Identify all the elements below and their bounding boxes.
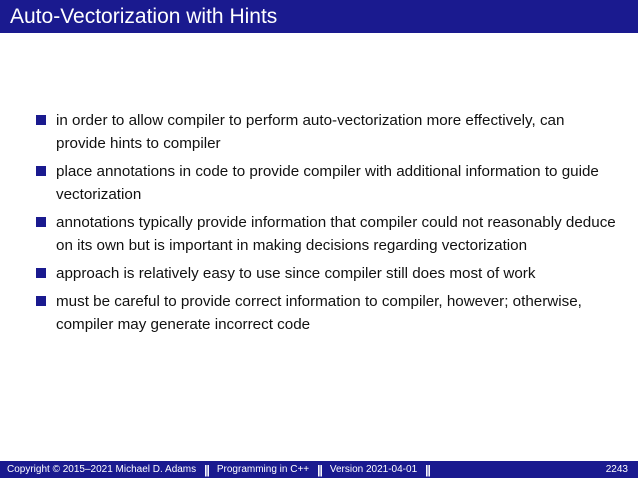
bullet-item bbox=[36, 160, 616, 206]
square-bullet-icon bbox=[36, 268, 46, 278]
footer-course: Programming in C++ bbox=[216, 464, 310, 475]
bullet-item bbox=[36, 109, 616, 155]
slide-content bbox=[36, 109, 616, 341]
slide-title: Auto-Vectorization with Hints bbox=[10, 5, 278, 28]
square-bullet-icon bbox=[36, 115, 46, 125]
bullet-item bbox=[36, 290, 616, 336]
slide-footer bbox=[0, 461, 638, 478]
bullet-item bbox=[36, 211, 616, 257]
square-bullet-icon bbox=[36, 296, 46, 306]
slide-title-bar bbox=[0, 0, 638, 33]
bullet-text: in order to allow compiler to perform auto-vectorization more effectively, can provide hints to compiler bbox=[56, 112, 565, 152]
footer-separator: || bbox=[317, 462, 322, 477]
footer-separator: || bbox=[425, 462, 430, 477]
bullet-list bbox=[36, 109, 616, 336]
footer-version: Version 2021-04-01 bbox=[329, 464, 418, 475]
bullet-text: must be careful to provide correct information to compiler, however; otherwise, compiler may generate incorrect code bbox=[56, 293, 582, 333]
bullet-text: annotations typically provide information that compiler could not reasonably deduce on its own but is important in making decisions regarding vectorization bbox=[56, 214, 616, 254]
bullet-item bbox=[36, 262, 616, 285]
square-bullet-icon bbox=[36, 217, 46, 227]
footer-copyright: Copyright © 2015–2021 Michael D. Adams bbox=[7, 464, 197, 475]
square-bullet-icon bbox=[36, 166, 46, 176]
footer-separator: || bbox=[204, 462, 209, 477]
bullet-text: place annotations in code to provide compiler with additional information to guide vectorization bbox=[56, 163, 599, 203]
footer-page-number: 2243 bbox=[605, 464, 628, 475]
bullet-text: approach is relatively easy to use since compiler still does most of work bbox=[56, 265, 536, 282]
